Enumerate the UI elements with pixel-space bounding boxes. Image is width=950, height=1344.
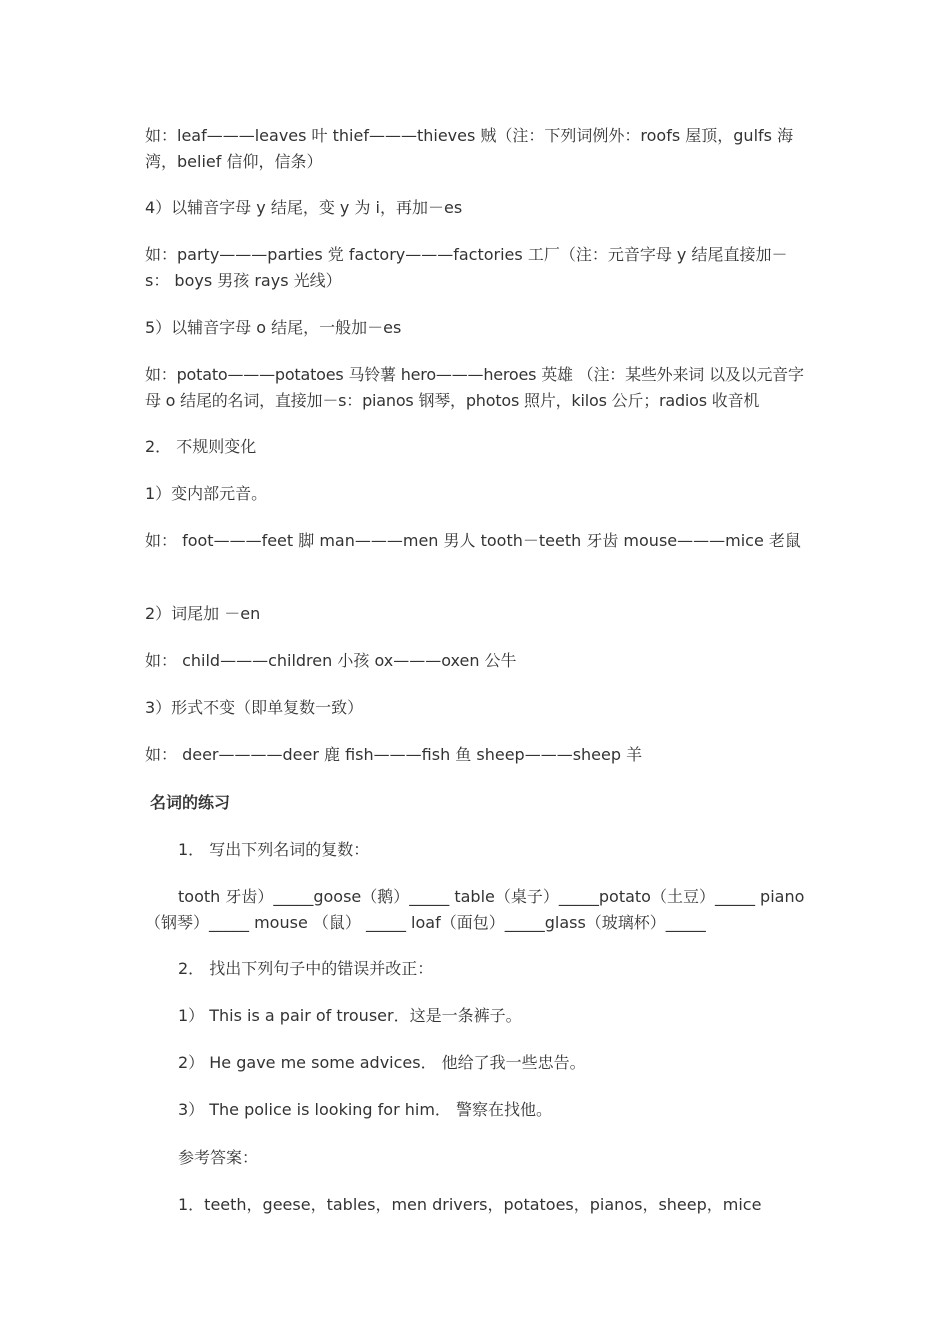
exercise-section-title: 名词的练习 <box>150 793 231 812</box>
example-y-ending: 如：party———parties 党 factory———factories 工厂（注：元音字母 y 结尾直接加－s： boys 男孩 rays 光线） <box>145 245 788 290</box>
irregular-example-1: 如： foot———feet 脚 man———men 男人 tooth－teeth 牙齿 mouse———mice 老鼠 <box>145 531 801 550</box>
exercise-2-sentence-1: 1） This is a pair of trouser．这是一条裤子。 <box>178 1006 522 1025</box>
exercise-1-blanks: tooth 牙齿）_____goose（鹅）_____ table（桌子）_____potato（土豆）_____ piano（钢琴）_____ mouse （鼠） _____ loaf（面包）_____glass（玻璃杯）_____ <box>145 887 805 932</box>
example-o-ending: 如：potato———potatoes 马铃薯 hero———heroes 英雄 （注：某些外来词 以及以元音字母 o 结尾的名词，直接加－s：pianos 钢琴，photos 照片，kilos 公斤；radios 收音机 <box>145 365 804 410</box>
irregular-example-2: 如： child———children 小孩 ox———oxen 公牛 <box>145 651 517 670</box>
irregular-rule-3: 3）形式不变（即单复数一致） <box>145 698 364 717</box>
exercise-2-sentence-3: 3） The police is looking for him． 警察在找他。 <box>178 1100 553 1119</box>
exercise-1-prompt: 1． 写出下列名词的复数： <box>178 840 370 859</box>
rule-4-heading: 4）以辅音字母 y 结尾，变 y 为 i，再加－es <box>145 198 463 217</box>
exercise-2-prompt: 2． 找出下列句子中的错误并改正： <box>178 959 434 978</box>
example-f-ending: 如：leaf———leaves 叶 thief———thieves 贼（注：下列词例外：roofs 屋顶，gulfs 海湾，belief 信仰，信条） <box>145 126 794 171</box>
irregular-rule-1: 1）变内部元音。 <box>145 484 268 503</box>
exercise-2-sentence-2: 2） He gave me some advices． 他给了我一些忠告。 <box>178 1053 586 1072</box>
irregular-rule-2: 2）词尾加 －en <box>145 604 261 623</box>
rule-5-heading: 5）以辅音字母 o 结尾，一般加－es <box>145 318 402 337</box>
section-irregular-heading: 2． 不规则变化 <box>145 437 257 456</box>
answer-key-1: 1．teeth，geese，tables，men drivers，potatoes，pianos，sheep，mice <box>178 1195 762 1214</box>
answer-key-heading: 参考答案： <box>178 1148 259 1167</box>
irregular-example-3: 如： deer————deer 鹿 fish———fish 鱼 sheep———sheep 羊 <box>145 745 643 764</box>
